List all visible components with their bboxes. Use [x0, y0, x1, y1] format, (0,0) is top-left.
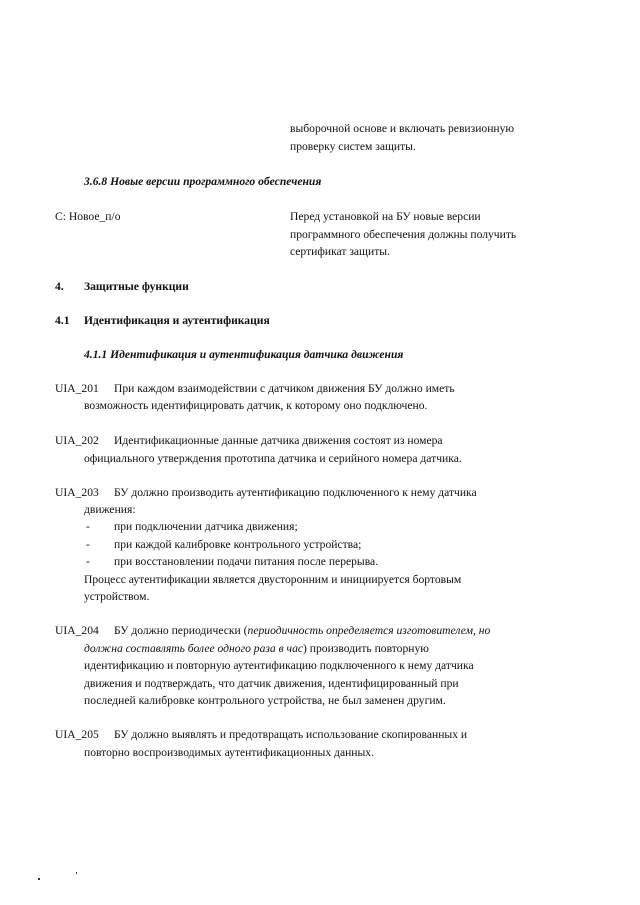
bullet-marker: - [86, 520, 90, 533]
uia-201-code: UIA_201 [55, 382, 99, 395]
uia-204-line-3: идентификацию и повторную аутентификацию подключенного к нему датчика [84, 659, 474, 672]
scan-speck [38, 878, 40, 880]
uia-204-line-2 [84, 642, 429, 656]
uia-203-bullet-3: при восстановлении подачи питания после перерыва. [114, 555, 379, 568]
uia-204-code: UIA_204 [55, 624, 99, 637]
top-block-line-1: выборочной основе и включать ревизионную [290, 122, 515, 135]
section-368-right-line-3: сертификат защиты. [290, 245, 390, 258]
uia-205-code: UIA_205 [55, 728, 99, 741]
uia-205-line-1: БУ должно выявлять и предотвращать использование скопированных и [114, 728, 468, 741]
scan-speck [76, 872, 77, 874]
section-4-title: Защитные функции [84, 280, 189, 293]
section-41-number: 4.1 [55, 314, 70, 327]
bullet-marker: - [86, 555, 90, 568]
section-368-heading: 3.6.8 Новые версии программного обеспечения [84, 175, 322, 188]
uia-204-line-1-pre: БУ должно периодически ( [114, 624, 248, 637]
section-368-left-label: С: Новое_п/о [55, 210, 121, 223]
uia-204-line-4: движения и подтверждать, что датчик движения, идентифицированный при [84, 677, 459, 690]
uia-203-line-3: Процесс аутентификации является двусторонним и инициируется бортовым [84, 573, 462, 586]
uia-204-line-1-italic: периодичность определяется изготовителем, но [247, 624, 491, 637]
section-4-number: 4. [55, 280, 64, 293]
uia-204-line-2-post: ) производить повторную [303, 642, 429, 655]
top-block-line-2: проверку систем защиты. [290, 140, 416, 153]
uia-203-line-4: устройством. [84, 590, 150, 603]
uia-202-code: UIA_202 [55, 434, 99, 447]
uia-203-line-1: БУ должно производить аутентификацию подключенного к нему датчика [114, 486, 477, 499]
bullet-marker: - [86, 538, 90, 551]
uia-202-line-1: Идентификационные данные датчика движения состоят из номера [114, 434, 443, 447]
uia-201-line-2: возможность идентифицировать датчик, к которому оно подключено. [84, 399, 428, 412]
uia-203-line-2: движения: [84, 503, 136, 516]
section-41-title: Идентификация и аутентификация [84, 314, 270, 327]
section-368-right-line-2: программного обеспечения должны получить [290, 228, 517, 241]
section-411-heading: 4.1.1 Идентификация и аутентификация датчика движения [84, 348, 404, 361]
uia-204-line-5: последней калибровке контрольного устройства, не был заменен другим. [84, 694, 446, 707]
uia-202-line-2: официального утверждения прототипа датчика и серийного номера датчика. [84, 452, 462, 465]
uia-203-code: UIA_203 [55, 486, 99, 499]
uia-204-line-2-italic: должна составлять более одного раза в час [84, 642, 304, 655]
uia-203-bullet-2: при каждой калибровке контрольного устройства; [114, 538, 362, 551]
uia-203-bullet-1: при подключении датчика движения; [114, 520, 298, 533]
uia-204-line-1 [114, 624, 490, 638]
section-368-right-line-1: Перед установкой на БУ новые версии [290, 210, 481, 223]
uia-201-line-1: При каждом взаимодействии с датчиком движения БУ должно иметь [114, 382, 455, 395]
uia-205-line-2: повторно воспроизводимых аутентификационных данных. [84, 746, 374, 759]
